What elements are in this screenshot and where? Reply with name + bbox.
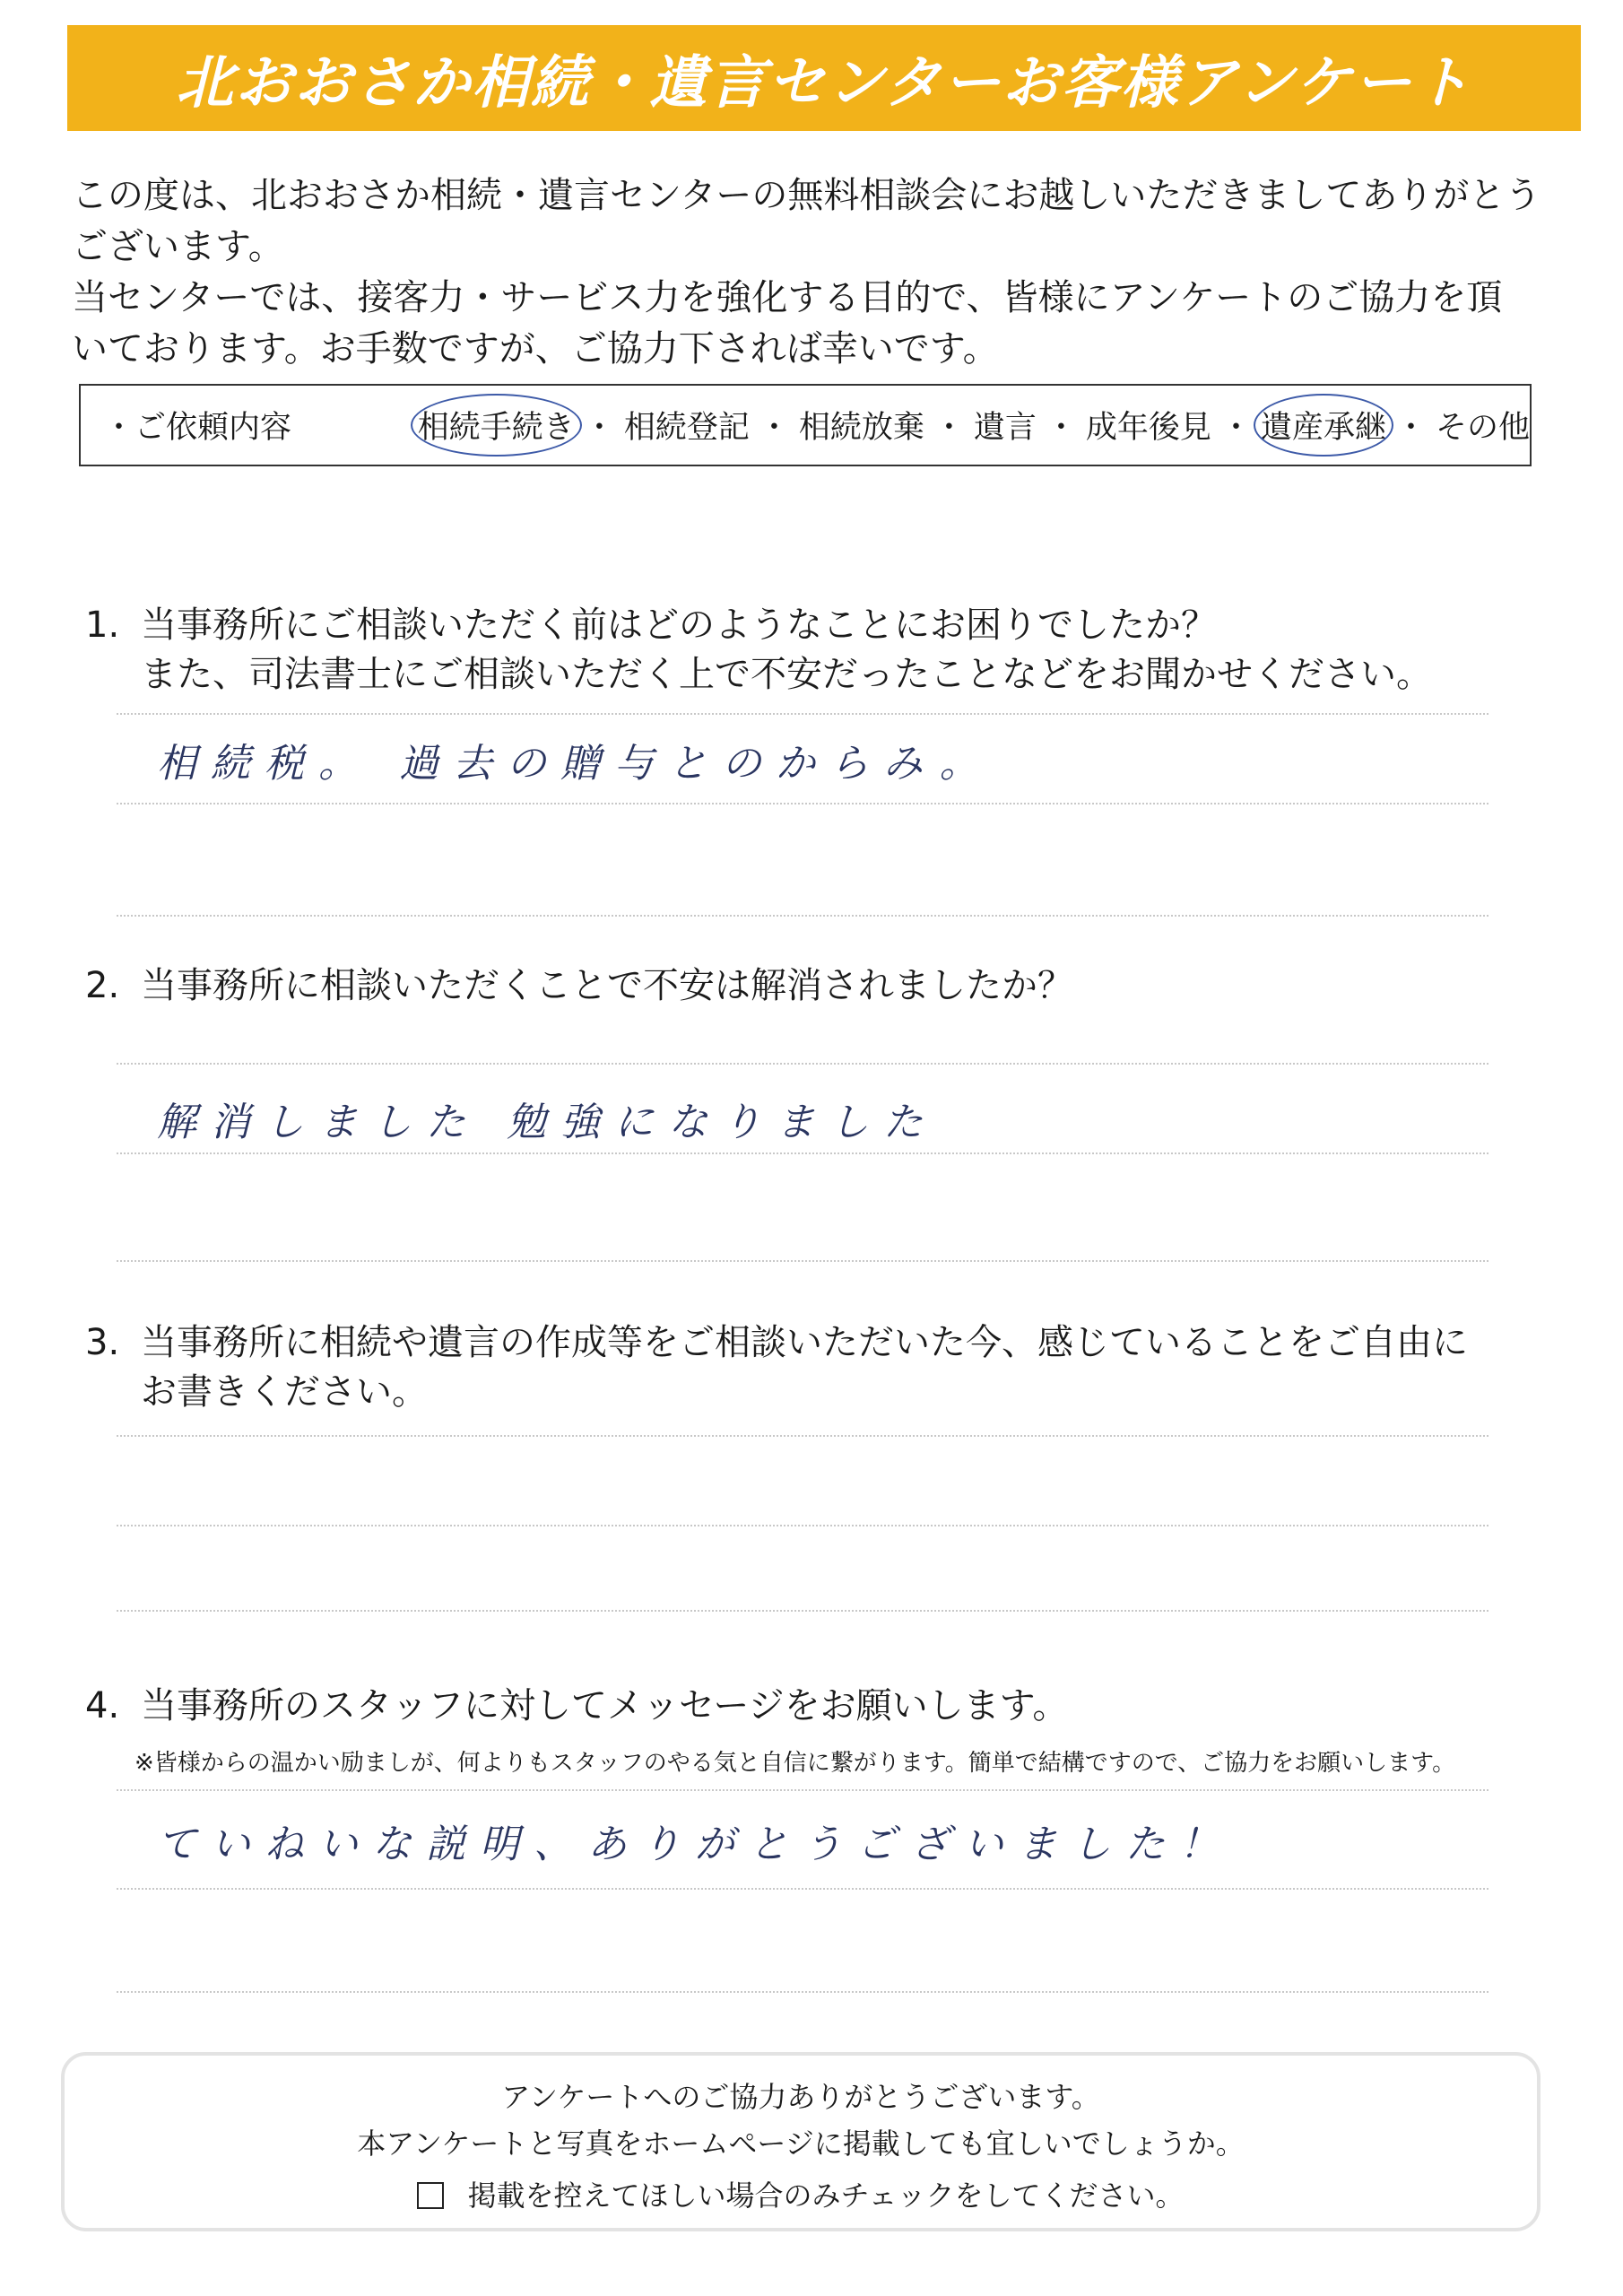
consent-checkbox-label: 掲載を控えてほしい場合のみチェックをしてください。 [467, 2179, 1185, 2213]
answer-line [117, 1152, 1488, 1154]
question-number: 3. [85, 1322, 120, 1363]
question-text: 当事務所に相続や遺言の作成等をご相談いただいた今、感じていることをご自由に [141, 1322, 1468, 1363]
footer-question: 本アンケートと写真をホームページに掲載しても宜しいでしょうか。 [357, 2126, 1245, 2161]
question-text: 当事務所にご相談いただく前はどのようなことにお困りでしたか？ [141, 604, 1217, 646]
option-estate-succession[interactable]: 遺産承継 [1261, 403, 1386, 448]
answer-4-handwriting[interactable]: ていねいな説明、ありがとうございました！ [157, 1822, 1233, 1867]
intro-line: 当センターでは、接客力・サービス力を強化する目的で、皆様にアンケートのご協力を頂 [72, 277, 1503, 318]
answer-line [117, 1789, 1488, 1791]
intro-line: ございます。 [72, 226, 284, 267]
answer-line [117, 1525, 1488, 1526]
separator: ・ [1045, 410, 1077, 446]
request-type-options [418, 403, 1530, 448]
question-text: 当事務所のスタッフに対してメッセージをお願いします。 [141, 1685, 1069, 1726]
option-inheritance-renunciation[interactable]: 相続放棄 [798, 410, 924, 446]
answer-line [117, 1260, 1488, 1262]
intro-line: いております。お手数ですが、ご協力下されば幸いです。 [72, 328, 999, 370]
option-will[interactable]: 遺言 [973, 410, 1037, 446]
answer-2-handwriting[interactable]: 解消しました 勉強になりました [157, 1100, 937, 1145]
answer-line [117, 1888, 1488, 1890]
answer-line [117, 1610, 1488, 1612]
separator: ・ [1219, 410, 1252, 446]
option-inheritance-registration[interactable]: 相続登記 [623, 410, 750, 446]
question-text: お書きください。 [141, 1371, 428, 1413]
question-number: 2. [85, 965, 120, 1006]
consent-row [65, 2172, 1537, 2219]
question-1 [85, 601, 1565, 700]
question-4 [85, 1682, 1565, 1731]
option-adult-guardianship[interactable]: 成年後見 [1085, 410, 1211, 446]
question-4-note: ※皆様からの温かい励ましが、何よりもスタッフのやる気と自信に繋がります。簡単で結構ですので、ご協力をお願いします。 [135, 1750, 1456, 1777]
question-text: また、司法書士にご相談いただく上で不安だったことなどをお聞かせください。 [141, 654, 1432, 695]
consent-checkbox[interactable] [417, 2182, 444, 2209]
answer-line [117, 713, 1488, 715]
option-other[interactable]: その他 [1435, 410, 1530, 446]
intro-line: この度は、北おおさか相続・遺言センターの無料相談会にお越しいただきましてありがとう [72, 175, 1541, 216]
request-type-box [79, 384, 1532, 466]
question-number: 4. [85, 1685, 120, 1726]
consent-box [61, 2052, 1541, 2231]
footer-thanks: アンケートへのご協力ありがとうございます。 [501, 2080, 1100, 2114]
answer-line [117, 1063, 1488, 1065]
answer-1-handwriting[interactable]: 相続税。 過去の贈与とのからみ。 [157, 741, 994, 787]
page-title: 北おおさか相続・遺言センターお客様アンケート [176, 50, 1472, 117]
answer-line [117, 803, 1488, 804]
intro-text [72, 170, 1569, 375]
question-3 [85, 1318, 1565, 1417]
question-text: 当事務所に相談いただくことで不安は解消されましたか？ [141, 965, 1073, 1006]
separator: ・ [1394, 410, 1427, 446]
answer-line [117, 1435, 1488, 1437]
title-banner [67, 25, 1581, 131]
option-inheritance-procedure[interactable]: 相続手続き [418, 403, 575, 448]
question-2 [85, 961, 1565, 1011]
question-number: 1. [85, 604, 120, 646]
request-type-label: ・ご依頼内容 [103, 410, 292, 446]
separator: ・ [758, 410, 790, 446]
answer-line [117, 1991, 1488, 1993]
answer-line [117, 915, 1488, 917]
separator: ・ [933, 410, 965, 446]
separator: ・ [583, 410, 615, 446]
